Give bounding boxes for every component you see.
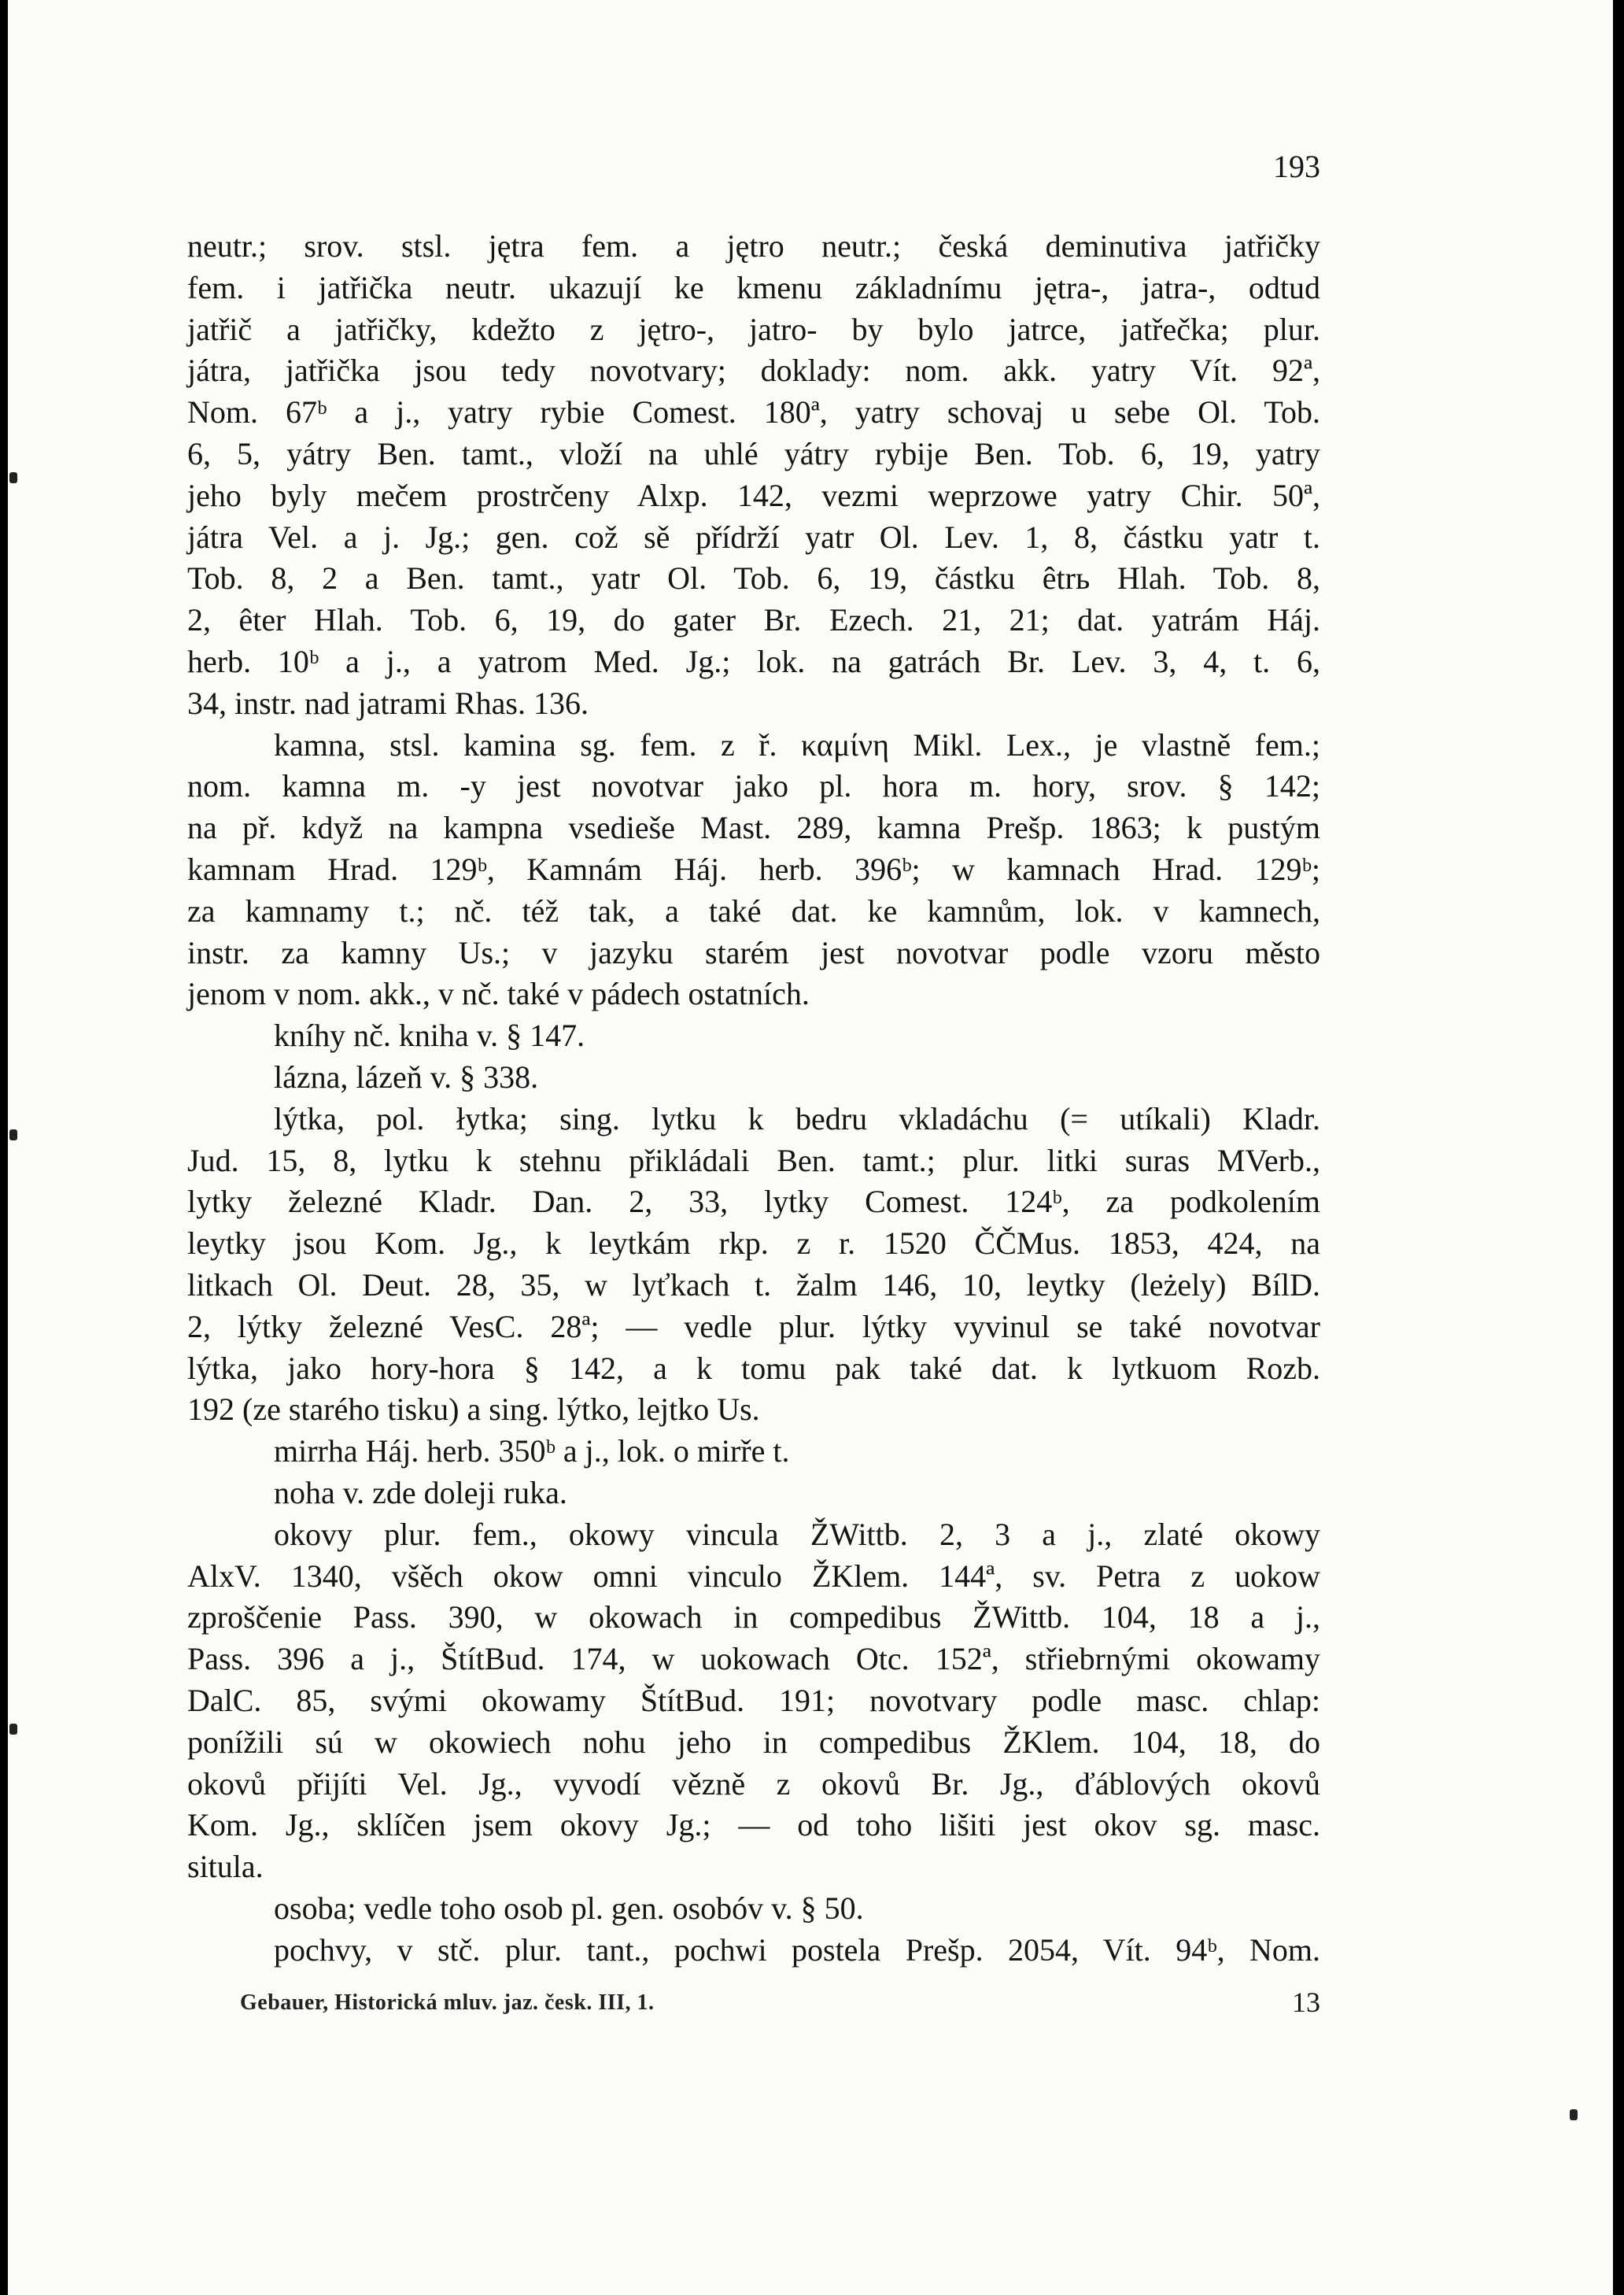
text-line: noha v. zde doleji ruka. (274, 1475, 567, 1510)
text-line: pochvy, v stč. plur. tant., pochwi postela Prešp. 2054, Vít. 94ᵇ, Nom. (274, 1931, 1320, 1968)
text-line: lázna, lázeň v. § 338. (274, 1059, 539, 1095)
margin-speck (9, 472, 17, 483)
text-line: lýtka, pol. łytka; sing. lytku k bedru vkladáchu (= utíkali) Kladr. (274, 1100, 1320, 1136)
text-line: lýtka, jako hory-hora § 142, a k tomu pak také dat. k lytkuom Rozb. (187, 1350, 1320, 1386)
text-line: litkach Ol. Deut. 28, 35, w lyťkach t. žalm 146, 10, leytky (leżely) BílD. (187, 1267, 1320, 1303)
text-line: situla. (187, 1849, 264, 1885)
text-line: okovy plur. fem., okowy vincula ŽWittb. 2, 3 a j., zlaté okowy (274, 1516, 1320, 1552)
margin-speck (9, 1129, 17, 1140)
text-line: 6, 5, yátry Ben. tamt., vloží na uhlé yátry rybije Ben. Tob. 6, 19, yatry (187, 436, 1320, 471)
footer-signature: Gebauer, Historická mluv. jaz. česk. III, 1. (240, 1990, 655, 2015)
text-line: AlxV. 1340, všěch okow omni vinculo ŽKlem. 144ª, sv. Petra z uokow (187, 1558, 1320, 1594)
text-line: kamna, stsl. kamina sg. fem. z ř. καμίνη Mikl. Lex., je vlastně fem.; (274, 726, 1320, 763)
text-line: ponížili sú w okowiech nohu jeho in compedibus ŽKlem. 104, 18, do (187, 1724, 1320, 1760)
page-number: 193 (1273, 149, 1320, 184)
text-line: za kamnamy t.; nč. též tak, a také dat. ke kamnům, lok. v kamnech, (187, 893, 1320, 929)
text-line: jeho byly mečem prostrčeny Alxp. 142, vezmi weprzowe yatry Chir. 50ª, (187, 477, 1320, 513)
text-line: kamnam Hrad. 129ᵇ, Kamnám Háj. herb. 396ᵇ; w kamnach Hrad. 129ᵇ; (187, 852, 1320, 887)
text-line: Nom. 67ᵇ a j., yatry rybie Comest. 180ª, yatry schovaj u sebe Ol. Tob. (187, 394, 1320, 431)
text-line: játra, jatřička jsou tedy novotvary; doklady: nom. akk. yatry Vít. 92ª, (187, 353, 1320, 389)
text-line: 34, instr. nad jatrami Rhas. 136. (187, 685, 589, 721)
text-line: Pass. 396 a j., ŠtítBud. 174, w uokowach Otc. 152ª, střiebrnými okowamy (187, 1641, 1320, 1677)
body-text (8, 0, 1613, 2295)
text-line: Tob. 8, 2 a Ben. tamt., yatr Ol. Tob. 6, 19, částku êtrь Hlah. Tob. 8, (187, 560, 1320, 597)
text-line: 192 (ze starého tisku) a sing. lýtko, lejtko Us. (187, 1391, 760, 1428)
margin-speck (9, 1724, 17, 1735)
text-line: na př. když na kampna vsedieše Mast. 289, kamna Prešp. 1863; k pustým (187, 810, 1320, 846)
text-line: herb. 10ᵇ a j., a yatrom Med. Jg.; lok. na gatrách Br. Lev. 3, 4, t. 6, (187, 644, 1320, 679)
text-line: DalC. 85, svými okowamy ŠtítBud. 191; novotvary podle masc. chlap: (187, 1683, 1320, 1718)
text-line: nom. kamna m. -y jest novotvar jako pl. hora m. hory, srov. § 142; (187, 768, 1320, 804)
text-line: jatřič a jatřičky, kdežto z jętro-, jatro- by bylo jatrce, jatřečka; plur. (187, 311, 1320, 347)
text-line: 2, êter Hlah. Tob. 6, 19, do gater Br. Ezech. 21, 21; dat. yatrám Háj. (187, 602, 1320, 638)
text-line: osoba; vedle toho osob pl. gen. osobóv v. § 50. (274, 1890, 864, 1926)
margin-speck (1570, 2109, 1578, 2120)
text-line: okovů přijíti Vel. Jg., vyvodí vězně z okovů Br. Jg., ďáblových okovů (187, 1765, 1320, 1802)
footer-sheet-number: 13 (1292, 1986, 1320, 2018)
text-line: instr. za kamny Us.; v jazyku starém jest novotvar podle vzoru město (187, 934, 1320, 970)
text-line: fem. i jatřička neutr. ukazují ke kmenu základnímu jętra-, jatra-, odtud (187, 269, 1320, 305)
text-line: 2, lýtky železné VesC. 28ª; — vedle plur. lýtky vyvinul se také novotvar (187, 1308, 1320, 1344)
text-line: Kom. Jg., sklíčen jsem okovy Jg.; — od toho lišiti jest okov sg. masc. (187, 1807, 1320, 1843)
book-page (8, 0, 1613, 2295)
text-line: jenom v nom. akk., v nč. také v pádech ostatních. (187, 976, 810, 1012)
text-line: neutr.; srov. stsl. jętra fem. a jętro neutr.; česká deminutiva jatřičky (187, 228, 1320, 264)
text-line: játra Vel. a j. Jg.; gen. což sě přídrží yatr Ol. Lev. 1, 8, částku yatr t. (187, 519, 1320, 555)
text-line: lytky železné Kladr. Dan. 2, 33, lytky Comest. 124ᵇ, za podkolením (187, 1184, 1320, 1220)
text-line: kníhy nč. kniha v. § 147. (274, 1018, 585, 1054)
text-line: Jud. 15, 8, lytku k stehnu přikládali Ben. tamt.; plur. litki suras MVerb., (187, 1142, 1320, 1178)
text-line: mirrha Háj. herb. 350ᵇ a j., lok. o mirře t. (274, 1433, 790, 1469)
text-line: zproščenie Pass. 390, w okowach in compedibus ŽWittb. 104, 18 a j., (187, 1599, 1320, 1635)
text-line: leytky jsou Kom. Jg., k leytkám rkp. z r. 1520 ČČMus. 1853, 424, na (187, 1225, 1320, 1262)
